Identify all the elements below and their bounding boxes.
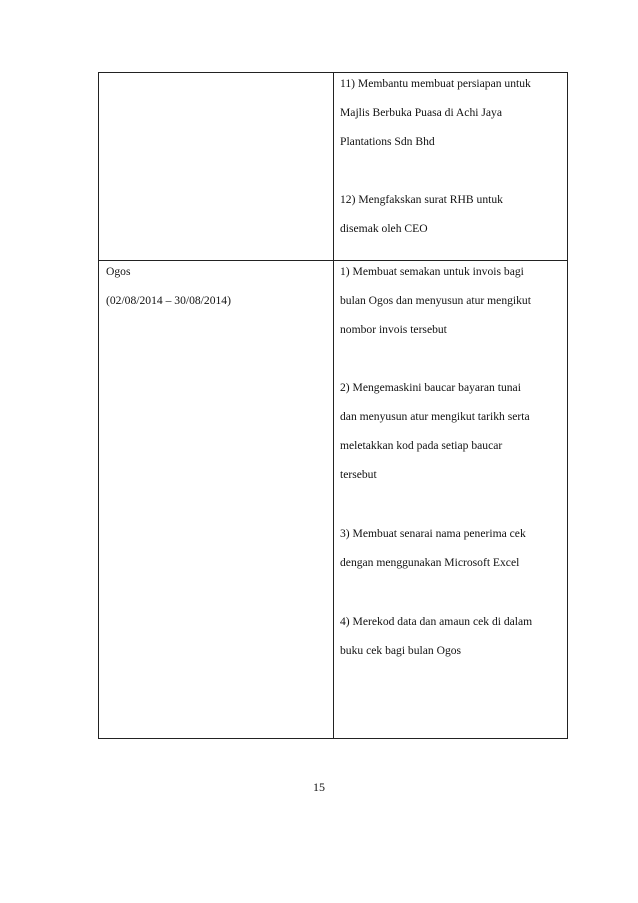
- task-4-line-2: buku cek bagi bulan Ogos: [340, 644, 462, 657]
- date-range: (02/08/2014 – 30/08/2014): [106, 294, 231, 307]
- task-11-line-1: 11) Membantu membuat persiapan untuk: [340, 77, 531, 90]
- page-number: 15: [313, 780, 325, 794]
- row-divider: [99, 260, 567, 261]
- task-1-line-3: nombor invois tersebut: [340, 323, 447, 336]
- month-label: Ogos: [106, 265, 131, 278]
- task-4-line-1: 4) Merekod data dan amaun cek di dalam: [340, 615, 533, 628]
- task-1-line-1: 1) Membuat semakan untuk invois bagi: [340, 265, 524, 278]
- task-12-line-2: disemak oleh CEO: [340, 222, 428, 235]
- task-2-line-1: 2) Mengemaskini baucar bayaran tunai: [340, 381, 521, 394]
- column-divider: [333, 73, 334, 738]
- task-3-line-2: dengan menggunakan Microsoft Excel: [340, 556, 520, 569]
- task-11-line-2: Majlis Berbuka Puasa di Achi Jaya: [340, 106, 502, 119]
- task-12-line-1: 12) Mengfakskan surat RHB untuk: [340, 193, 503, 206]
- task-2-line-2: dan menyusun atur mengikut tarikh serta: [340, 410, 530, 423]
- activity-table: [98, 72, 568, 739]
- task-1-line-2: bulan Ogos dan menyusun atur mengikut: [340, 294, 531, 307]
- task-2-line-3: meletakkan kod pada setiap baucar: [340, 439, 503, 452]
- task-2-line-4: tersebut: [340, 468, 377, 481]
- task-11-line-3: Plantations Sdn Bhd: [340, 135, 435, 148]
- task-3-line-1: 3) Membuat senarai nama penerima cek: [340, 527, 526, 540]
